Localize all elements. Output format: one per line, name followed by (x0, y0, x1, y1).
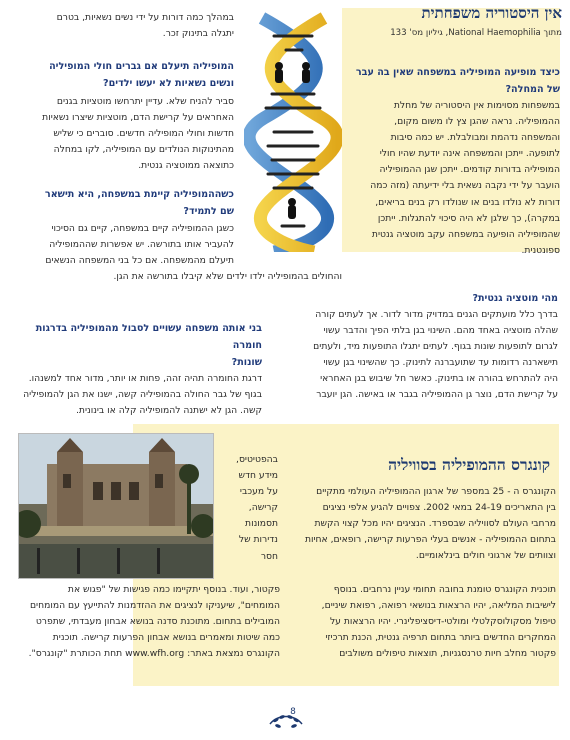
text-line: לתופעה. ייתכן והמשפחה אינה יודעת שהיו חולי (379, 148, 560, 160)
text-line: בדרך כלל מועתקים הגנים במדויק מדור לדור. אך לעתים קורה (315, 309, 558, 320)
building-image (18, 434, 213, 579)
text-line: במשפחות מסוימות אין היסטוריה של מחלת (393, 100, 560, 111)
text-line: טיפול מסקולוסקלטלי ומולטי-דיסציפלינרי. יהיו הרצאות על (329, 616, 556, 628)
text-line: חסר (260, 550, 278, 562)
text-line: וצוותים של ארגוני חולים בינלאומיים. (415, 550, 556, 562)
congress-title: קונגרס ההמופיליה בסוויליה (388, 455, 550, 474)
text-line: היה להתרחש בהורה או בתינוק. כאשר חל שיבוש בגן האחראי (320, 373, 558, 385)
question-line: של המחלה? (505, 84, 560, 95)
text-line: והמשפחה נדהמת ומבולבלת. יש כמה סיבות (390, 132, 560, 144)
text-line: שהמופיליה הופיעה במשפחה עקב מוטציה גנטית (371, 228, 560, 240)
question-line: בני אותה משפחה עשויים לסבול מהמופיליה בדרגות חומרה (35, 323, 262, 351)
mutation-section (268, 290, 558, 404)
text-line: כמה שיטות ומאמרים בנושא אבחון הפרעות קרישה. תוכנית (52, 632, 280, 644)
text-line: דורות לא נולדו בנים או שנולדו רק בנים בריאים, (375, 196, 560, 208)
text-line: תיעלם מהמשפחה. אם כל בני המשפחה הנשאים (45, 255, 234, 267)
mutation-question: מהי מוטציה גנטית? (472, 293, 558, 304)
text-line: מרחבי העולם לסוויליה שבספרד. הנציגים יהיו מכל קצוי הקשת (314, 518, 556, 530)
text-line: הקונגרס ה - 25 במספר של ארגון ההמופיליה העולמי מתקיים (316, 486, 556, 497)
text-line: להעביר אותו בתורשה. יש אפשרות שההמופיליה (49, 239, 234, 251)
history-answer (355, 98, 560, 259)
text-line: ספונטנית. (521, 244, 560, 256)
text-line: הקונגרס נמצאת באתר: www.wfh.org תחת הכותרת "קונגרס". (28, 648, 280, 660)
answer-block (12, 221, 234, 269)
congress-paragraph (274, 582, 556, 662)
text-line: הועבר על ידי נקבה נשאית בלי ידיעתה (מזה כמה (370, 180, 560, 192)
text-line: המחקרים החדשים ביותר בתחום תרפיה גנטית, הכנת תרכיזי (325, 632, 556, 644)
text-line: על קרישת הדם, נוצר גן ההמופיליה בגבר או באישה. הגן יועבר (316, 389, 558, 401)
text-line: פקטור מחלב חיות טרנסגניות, תוצאות טיפולים משולבים (339, 648, 556, 660)
text-line: במקרה), כך שלגן לא היה סיכוי להתגלות. ייתכן (377, 212, 560, 224)
text-line: נדירות של (238, 534, 278, 546)
text-line: בתחום ההמופיליה - אנשים בעלי הפרעות קרישה, רופאים, אחיות (304, 534, 556, 546)
text-line: מידע חדש (238, 470, 278, 482)
text-line: בהפטיטיס, (236, 454, 278, 465)
severity-section (12, 320, 262, 419)
text-line: תוכנית הקונגרס טומנת בחובה תחומי עניין נרחבים. בנוסף (333, 584, 556, 595)
congress-side-column (220, 452, 278, 565)
text-line: תסמונות (245, 518, 278, 530)
text-line: במהלך כמה דורות על ידי נשים נשאיות, בטרם (56, 12, 234, 23)
history-source: מתוך National Haemophilia, גיליון מס' 133 (390, 28, 562, 38)
text-line: יתגלה בתינוק זכר. (162, 28, 234, 40)
text-line: חדשות וחולי המופיליה חדשים. סוברים כי שליש (53, 128, 234, 140)
seville-building-photo (18, 433, 214, 579)
text-line: והחולים בהמופיליה ילדו ילדים שלא קיבלו בתורשה את הגן. (113, 271, 342, 282)
dna-helix-icon (244, 8, 342, 252)
text-line: המופיליה בדורות קודמים. ייתכן שגן ההמופיליה (379, 164, 560, 176)
text-line: שהלה מוטציה באחד מהם. השינוי בגן בלתי הפיך והדבר עשוי (323, 325, 558, 337)
text-line: לישיבות המליאה, יהיו הרצאות בנושאי רפואה, רפואת שיניים, (321, 600, 556, 612)
text-line: לגרום לתופעות שונות בגוף. לעתים יתגלו התופעות מיד, ולעתים (313, 341, 558, 353)
dna-illustration (244, 8, 342, 252)
page-number: 8 (290, 707, 296, 717)
question-block (12, 58, 234, 92)
question-line: שם לתמיד? (183, 206, 234, 217)
congress-paragraph (274, 484, 556, 564)
intro-continuation (12, 10, 234, 42)
question-line: כשההמופיליה קיימת במשפחה, היא תישאר (44, 189, 234, 200)
text-line: כשגן ההמופיליה קיים במשפחה, קיים גם הסיכוי (51, 223, 234, 234)
text-line: בין התאריכים 24-19 במאי 2002. צפויים להגיע אלפי נציגים (322, 502, 556, 514)
question-line: המופיליה תיעלם אם גברים חולי המופיליה (49, 61, 234, 72)
text-line: ההמופיליה. נראה שהגן צץ לו משום מקום, (394, 116, 560, 128)
text-line: מהתינוקות הנולדים עם המופיליה, לקו במחלה (53, 144, 234, 156)
text-line: קרישה, (248, 502, 278, 514)
text-line: קשה. הגן לא ישתנה להמופיליה קלה או בינונית. (76, 405, 262, 417)
answer-block (12, 94, 234, 174)
text-line: האחראים על קרישת הדם, מוטציות שיצרו נשאיות (42, 112, 234, 124)
congress-paragraph (18, 582, 280, 662)
text-line: דרגת החומרה תהיה זהה, פחות או יותר, מדור אחד למשנהו. (28, 373, 262, 384)
question-block (12, 186, 234, 220)
text-line: סביר להניח שלא. עדיין יתרחשו מוטציות בגנים (56, 96, 234, 107)
text-line: על מעכבי (239, 486, 278, 498)
question-line: כיצד מופיעה המופיליה במשפחה שאין בה עבר (355, 67, 560, 78)
history-title: אין היסטוריה משפחתית (421, 4, 562, 22)
text-line: תישארנה רדומות עד שתועברנה לתינוק. כך שהשינוי בגן עשוי (323, 357, 558, 369)
question-line: שונות? (231, 357, 262, 368)
text-line: פקטור, ועוד. בנוסף יתקיימו כמה פגישות של "פגוש את (67, 584, 280, 595)
text-line: בגוף של גבר החולה בהמופיליה קשה, ישנו את הגן להמופיליה (23, 389, 262, 401)
history-question (355, 64, 560, 98)
question-line: ונשים נשאיות לא יעשו ילדים? (103, 78, 234, 89)
text-line: המומחים", שיעניקו לנציגים את ההזדמנות להתייעץ עם המומחים (29, 600, 280, 612)
text-line: כתוצאה ממוטציה גנטית. (138, 160, 234, 172)
text-line: המובילים בתחום. מתוכנת סדנה בנושא אבחון מעבדתי, שתפרט (35, 616, 280, 628)
